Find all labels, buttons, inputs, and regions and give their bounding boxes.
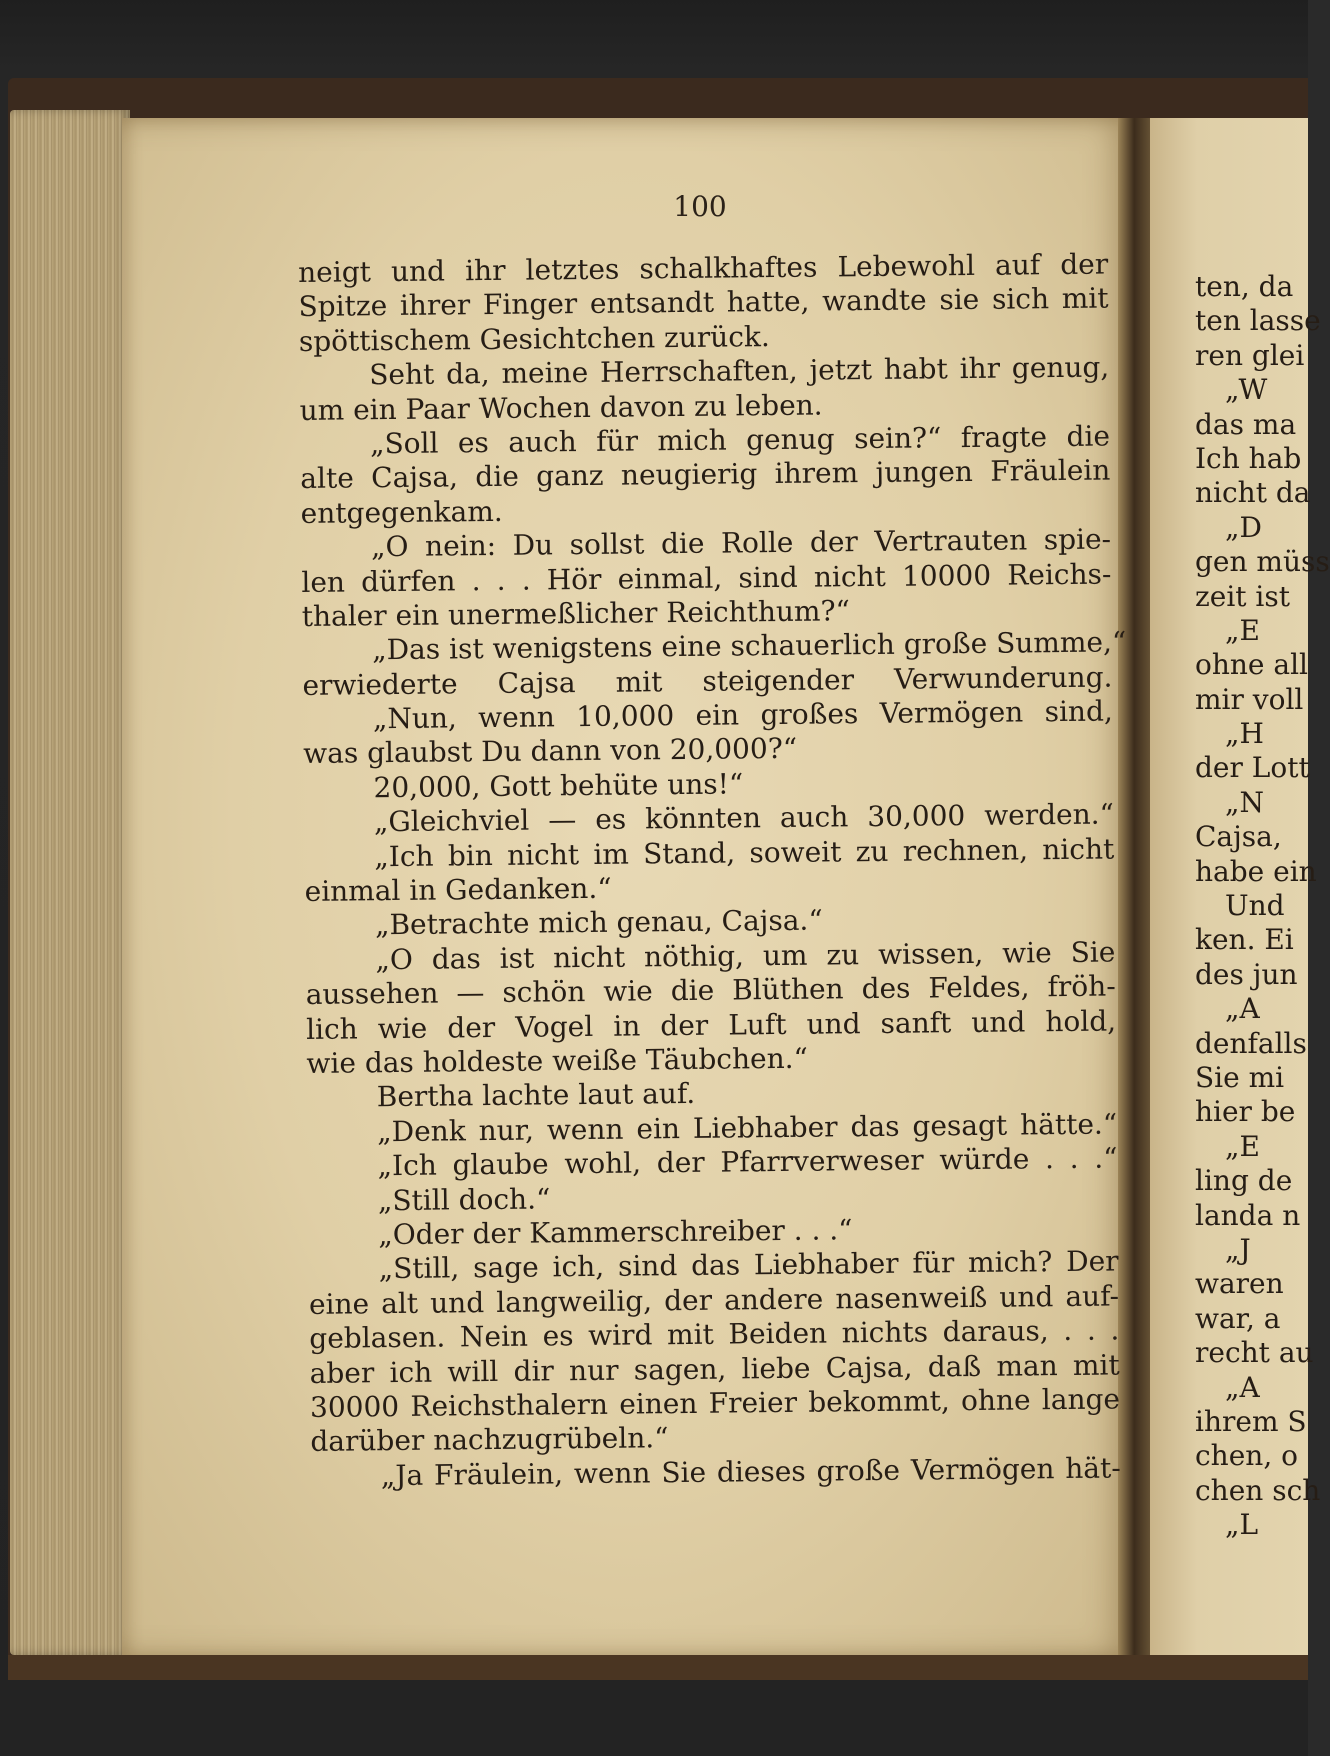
text-line: „Denk nur, wenn ein Liebhaber das gesagt hätte.“ [376, 1107, 1118, 1148]
text-line: Seht da, meine Herrschaften, jetzt habt ihr genug, [369, 350, 1110, 392]
text-line: wie das holdeste weiße Täubchen.“ [306, 1041, 809, 1080]
text-line: „Still, sage ich, sind das Liebhaber für mich? Der [378, 1244, 1119, 1286]
text-line: spöttischem Gesichtchen zurück. [298, 319, 770, 358]
text-line: „Oder der Kammerschreiber . . .“ [378, 1213, 853, 1252]
next-page-line: nicht da [1195, 476, 1311, 510]
next-page-line: „J [1225, 1232, 1251, 1266]
page-number: 100 [673, 190, 727, 223]
text-line: „Betrachte mich genau, Cajsa.“ [374, 903, 823, 942]
text-line: um ein Paar Wochen davon zu leben. [299, 388, 823, 427]
text-line: einmal in Gedanken.“ [304, 871, 612, 908]
text-line: alte Cajsa, die ganz neugierig ihrem jungen Fräulein [300, 453, 1111, 496]
next-page-line: Ich hab [1195, 441, 1302, 475]
page-body-text [298, 247, 1127, 1494]
text-line: 30000 Reichsthalern einen Freier bekommt, ohne lange [309, 1382, 1121, 1424]
next-page-line: chen, o [1195, 1439, 1298, 1473]
text-line: entgegenkam. [300, 494, 503, 530]
text-line: Bertha lachte laut auf. [376, 1077, 696, 1114]
text-line: „Soll es auch für mich genug sein?“ fragte die [369, 419, 1111, 461]
next-page-line: ten lasse [1195, 304, 1321, 338]
next-page-line: „D [1225, 510, 1262, 544]
next-page-line: chen sch [1195, 1473, 1321, 1507]
page-edges [10, 110, 130, 1655]
next-page-line: „E [1225, 613, 1260, 647]
text-line: neigt und ihr letztes schalkhaftes Lebewohl auf der [298, 247, 1109, 289]
next-page-line: „E [1225, 1129, 1260, 1163]
next-page-line: landa n [1195, 1198, 1301, 1232]
next-page-line: ten, da [1195, 270, 1294, 303]
next-page-line: Sie mi [1195, 1060, 1285, 1094]
next-page-text [1195, 270, 1330, 1542]
text-line: lich wie der Vogel in der Luft und sanft und hold, [305, 1004, 1117, 1046]
book-gutter [1118, 118, 1154, 1658]
next-page-line: war, a [1195, 1301, 1281, 1335]
next-page-line: habe ein [1195, 854, 1317, 888]
next-page-line: gen müss [1195, 545, 1330, 579]
text-line: len dürfen . . . Hör einmal, sind nicht 10000 Reichs- [301, 557, 1112, 599]
next-page-line: hier be [1195, 1095, 1296, 1129]
next-page-line: „L [1225, 1508, 1259, 1542]
text-line: „Ja Fräulein, wenn Sie dieses große Vermögen hät- [380, 1451, 1121, 1492]
text-line: erwiederte Cajsa mit steigender Verwunderung. [302, 660, 1113, 702]
next-page-line: zeit ist [1195, 579, 1291, 613]
text-line: eine alt und langweilig, der andere nasenweiß und auf- [308, 1279, 1120, 1321]
next-page-line: der Lott [1195, 751, 1310, 785]
next-page-line: mir voll [1195, 682, 1304, 716]
next-page-line: „N [1225, 785, 1265, 819]
next-page-line: ohne all [1195, 648, 1308, 682]
text-line: darüber nachzugrübeln.“ [310, 1421, 669, 1459]
next-page-line: „W [1225, 373, 1268, 407]
book-bottom-edge [8, 1655, 1308, 1680]
text-line: „Gleichviel — es könnten auch 30,000 werden.“ [373, 797, 1115, 839]
text-line: aussehen — schön wie die Blüthen des Feldes, fröh- [305, 969, 1116, 1012]
next-page-line: ren glei [1195, 338, 1305, 372]
next-page-line: das ma [1195, 407, 1297, 441]
text-line: „Nun, wenn 10,000 ein großes Vermögen sind, [372, 694, 1113, 736]
text-line: thaler ein unermeßlicher Reichthum?“ [301, 594, 851, 633]
next-page-line: ken. Ei [1195, 923, 1294, 957]
next-page-line: „A [1225, 992, 1260, 1026]
next-page-line: waren [1195, 1267, 1284, 1301]
next-page-line: recht au [1195, 1336, 1314, 1370]
next-page-line: denfalls [1195, 1026, 1307, 1060]
next-page-line: des jun [1195, 957, 1298, 991]
text-line: „O nein: Du sollst die Rolle der Vertrauten spie- [370, 522, 1112, 564]
text-line: „Ich bin nicht im Stand, soweit zu rechnen, nicht [374, 832, 1115, 873]
text-line: „Still doch.“ [377, 1181, 551, 1217]
next-page-line: ling de [1195, 1164, 1293, 1198]
text-line: Spitze ihrer Finger entsandt hatte, wandte sie sich mit [298, 281, 1109, 324]
text-line: geblasen. Nein es wird mit Beiden nichts daraus, . . . [309, 1313, 1120, 1356]
next-page-line: Cajsa, [1195, 820, 1282, 854]
text-line: 20,000, Gott behüte uns!“ [373, 767, 744, 805]
next-page-line: Und [1225, 889, 1285, 923]
text-line: „Ich glaube wohl, der Pfarrverweser würde . . .“ [377, 1141, 1118, 1183]
text-line: „Das ist wenigstens eine schauerlich große Summe,“ [371, 625, 1127, 667]
text-line: aber ich will dir nur sagen, liebe Cajsa, daß man mit [309, 1347, 1120, 1390]
next-page-line: „H [1225, 717, 1264, 751]
next-page-line: „A [1225, 1370, 1260, 1404]
next-page-line: ihrem S [1195, 1404, 1307, 1438]
text-line: was glaubst Du dann von 20,000?“ [303, 732, 798, 771]
text-line: „O das ist nicht nöthig, um zu wissen, wie Sie [375, 935, 1116, 977]
